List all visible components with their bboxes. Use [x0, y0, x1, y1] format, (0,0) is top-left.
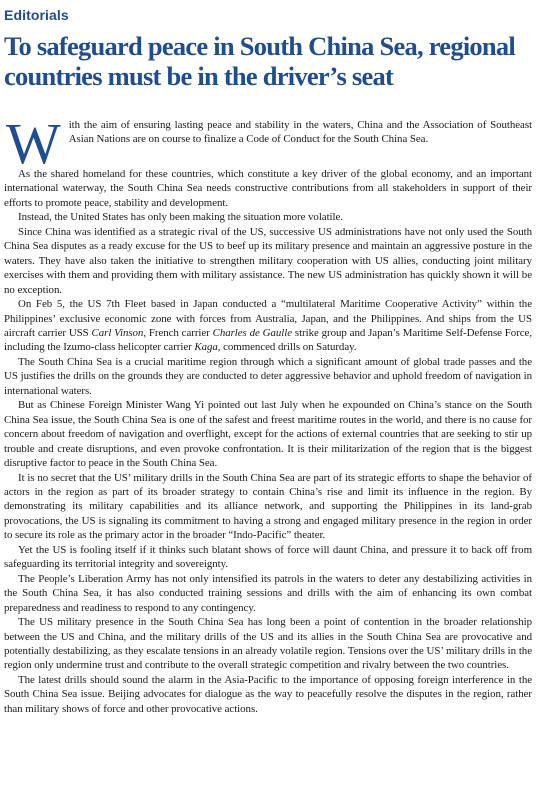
- ship-name: Charles de Gaulle: [212, 326, 293, 339]
- lead-paragraph: ith the aim of ensuring lasting peace and stability in the waters, China and the Association of Southeast Asian Nations are on course to finalize a Code of Conduct for the South China Sea.: [68, 119, 532, 146]
- article-body: [4, 118, 532, 716]
- text-run: On Feb 5, the US 7th Fleet based in Japan conducted a “multilateral Maritime Cooperative Activity” within the Philippines’ exclusive economic zone with forces from Australia, Japan, and the Philippines. And ships from the US aircraft carrier USS: [4, 298, 532, 339]
- paragraph: The latest drills should sound the alarm in the Asia-Pacific to the importance of opposing foreign interference in the South China Sea issue. Beijing advocates for dialogue as the way to peacefully resolve the disputes in the region, rather than military shows of force and other provocative actions.: [4, 673, 532, 715]
- paragraph: The US military presence in the South China Sea has long been a point of contention in the broader relationship between the US and China, and the military drills of the US and its allies in the South China Sea are provocative and potentially destabilizing, as they escalate tensions in an already volatile region. Tensions over the US’ military drills in the region only undermine trust and contribute to the overall strategic competition and rivalry between the two countries.: [4, 616, 532, 672]
- paragraph: The South China Sea is a crucial maritime region through which a significant amount of global trade passes and the US justifies the drills on the grounds they are conducted to deter aggressive behavior and uphold freedom of navigation in international waters.: [4, 355, 532, 397]
- paragraph: It is no secret that the US’ military drills in the South China Sea are part of its strategic efforts to shape the behavior of actors in the region as part of its broader strategy to contain China’s rise and limit its influence in the region. By demonstrating its military capabilities and its alliance network, and supporting the Philippines in its land-grab provocations, the US is signaling its commitment to having a strong and engaged military presence in the region in order to secure its role as the primary actor in the broader “Indo-Pacific” theater.: [4, 471, 532, 542]
- ship-name: Kaga: [194, 341, 218, 354]
- paragraph: Yet the US is fooling itself if it thinks such blatant shows of force will daunt China, and pressure it to back off from safeguarding its territorial integrity and sovereignty.: [4, 543, 532, 571]
- paragraph: But as Chinese Foreign Minister Wang Yi pointed out last July when he expounded on China’s stance on the South China Sea issue, the South China Sea is one of the safest and freest maritime routes in the world, and there is no cause for concern about freedom of navigation and overflight, except for the actions of external countries that are seeking to stir up trouble and create disruptions, and even provoke confrontation. It is their militarization of the region that is the biggest disruptive factor to peace in the South China Sea.: [4, 399, 532, 470]
- paragraph: Since China was identified as a strategic rival of the US, successive US administrations have not only used the South China Sea disputes as a ready excuse for the US to beef up its military presence and maintain an aggressive posture in the waters. They have also taken the initiative to strengthen military cooperation with US allies, conducting joint military exercises with them and providing them with military assistance. The new US administration has quickly shown it will be no exception.: [4, 225, 532, 296]
- paragraph-feb5: [4, 297, 532, 355]
- paragraph: Instead, the United States has only been making the situation more volatile.: [18, 211, 343, 224]
- text-run: , French carrier: [143, 326, 213, 339]
- text-run: , commenced drills on Saturday.: [217, 341, 357, 354]
- paragraph: As the shared homeland for these countries, which constitute a key driver of the global economy, and an important international waterway, the South China Sea needs constructive contributions from all stakeholders in support of their efforts to promote peace, stability and development.: [4, 168, 532, 209]
- editorial-page: [4, 0, 534, 799]
- lead-block: [4, 118, 532, 167]
- drop-cap: W: [6, 118, 61, 167]
- ship-name: Carl Vinson: [91, 326, 144, 339]
- paragraph: The People’s Liberation Army has not only intensified its patrols in the waters to deter any destabilizing activities in the South China Sea, it has also conducted training sessions and drills with the aim of enhancing its own combat preparedness and readiness to respond to any contingency.: [4, 572, 532, 614]
- headline: To safeguard peace in South China Sea, regional countries must be in the driver’s seat: [4, 31, 516, 91]
- section-label: Editorials: [4, 7, 69, 23]
- text-run: strike group and Japan’s Maritime Self-Defense Force, including the Izumo-class helicopter carrier: [4, 326, 533, 354]
